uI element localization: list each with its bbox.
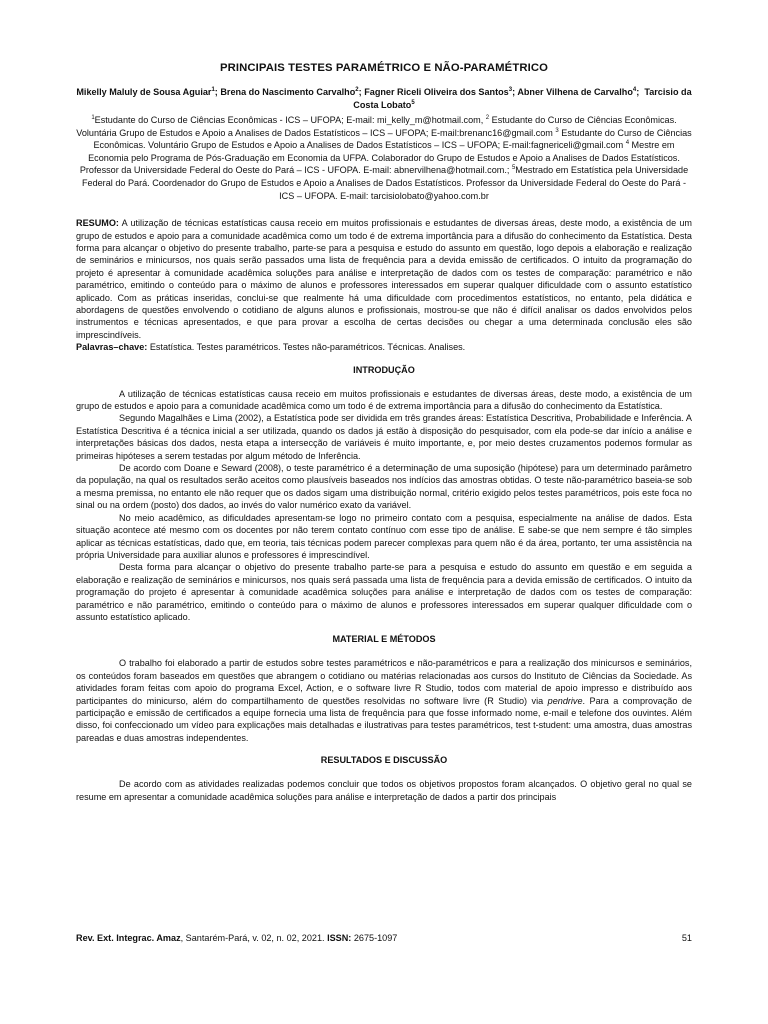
footer-issn: 2675-1097 — [351, 933, 398, 943]
author-name: Tarcisio da Costa Lobato — [353, 87, 692, 110]
footer-details: , Santarém-Pará, v. 02, n. 02, 2021. — [180, 933, 328, 943]
results-paragraph: De acordo com as atividades realizadas podemos concluir que todos os objetivos propostos foram alcançados. O objetivo geral no qual se resume em apresentar a comunidade acadêmica soluções para análise e interpretação de dados a partir dos principais — [76, 779, 692, 802]
author-name: Fagner Riceli Oliveira dos Santos — [364, 87, 509, 97]
intro-paragraph: A utilização de técnicas estatísticas causa receio em muitos profissionais e estudantes de diversas áreas, deste modo, a existência de um grupo de estudos e apoio para a comunidade acadêmica como um todo é de extrema importância para a difusão do conhecimento da Estatística. — [76, 388, 692, 412]
methods-paragraph — [76, 657, 692, 744]
author-sup: 4 — [632, 86, 637, 93]
paper-title: PRINCIPAIS TESTES PARAMÉTRICO E NÃO-PARAMÉTRICO — [220, 62, 548, 74]
author-sep: ; — [512, 87, 518, 97]
affiliation-text: Mestre em Economia pelo Programa de Pós-Graduação em Economia da UFPA. Colaborador do Grupo de Estudos e Apoio a Analises de Dados Estatísticos. Professor da Universidade Federal do Oeste do Pará – ICS - UFOPA. E-mail: abnervilhena@hotmail.com.; — [79, 140, 680, 176]
author-sep: ; — [358, 87, 365, 97]
keywords-text: Estatística. Testes paramétricos. Testes não-paramétricos. Técnicas. Analises. — [147, 342, 466, 353]
intro-paragraph: Desta forma para alcançar o objetivo do presente trabalho parte-se para a pesquisa e estudo do assunto em questão e em seguida a elaboração e realização de seminários e minicursos, nos quais será passada uma lista de frequência para a devida emissão de certificados. O intuito da programação do projeto é apresentar à comunidade acadêmica soluções para análise e interpretação de dados com os testes de comparação: paramétrico e não paramétrico, emitindo o conteúdo para o máximo de alunos e professores interessados em superar qualquer dificuldade com o assunto estatístico aplicado. — [76, 562, 692, 622]
methods-text: O trabalho foi elaborado a partir de estudos sobre testes paramétricos e não-paramétricos e para a realização dos minicursos e seminários, os conteúdos foram baseados em questões que abrangem o cotidiano ou matérias relacionadas aos cursos do Instituto de Ciências da Sociedade. As atividades foram feitas com apoio do programa Excel, Action, e o software livre R Studio, todos com material de apoio impresso e distribuído aos participantes do minicurso, além do compartilhamento de questões resolvidas no software livre (R Studio) via — [76, 658, 692, 706]
section-heading-intro: INTRODUÇÃO — [353, 364, 415, 375]
abstract-label: RESUMO: — [76, 218, 119, 229]
page-number: 51 — [681, 933, 692, 943]
methods-italic-term: pendrive — [547, 695, 583, 706]
author-sep: ; — [214, 87, 221, 97]
paper-page — [76, 62, 692, 803]
keywords-label: Palavras–chave: — [76, 342, 148, 353]
affiliation-text: Estudante do Curso de Ciências Econômicas. Voluntária Grupo de Estudos e Apoio a Analises de Dados Estatísticos – ICS – UFOPA; E-mail:brenanc16@gmail.com — [76, 115, 677, 138]
affil-sup: 4 — [625, 140, 630, 147]
footer-issn-label: ISSN: — [327, 933, 352, 943]
author-sup: 1 — [211, 86, 215, 93]
abstract — [76, 217, 692, 353]
affil-sup: 2 — [485, 114, 490, 121]
affil-sup: 3 — [555, 127, 559, 134]
author-sup: 3 — [508, 86, 513, 93]
author-sup: 5 — [411, 99, 415, 106]
page-footer — [76, 933, 692, 943]
author-name: Mikelly Maluly de Sousa Aguiar — [76, 87, 212, 97]
methods-text: . Para a comprovação de participação e emissão de certificados a equipe fornecia uma lista de frequência para que fosse informado nome, e-mail e telefone dos ouvintes. Além disso, foi confeccionado um vídeo para explicações mais detalhadas e ilustrativas para testes paramétricos, test t-student: uma amostra, duas amostras pareadas e duas amostras independentes. — [76, 695, 692, 743]
author-sup: 2 — [355, 86, 359, 93]
affiliations — [76, 114, 692, 202]
section-heading-methods: MATERIAL E MÉTODOS — [332, 634, 436, 645]
intro-paragraph: De acordo com Doane e Seward (2008), o teste paramétrico é a determinação de uma suposição (hipótese) para um determinado parâmetro da população, na qual os resultados serão aceitos como plausíveis baseados nos indícios das amostras obtidas. O teste não-paramétrico baseia-se sob a mesma premissa, no entanto ele não requer que os dados sigam uma distribuição normal, critério exigido pelos testes paramétricos, pois este foca no sinal ou na ordem (posto) dos dados, ao invés do valor numérico exato da variável. — [76, 463, 692, 511]
affiliation-text: Estudante do Curso de Ciências Econômicas - ICS – UFOPA; E-mail: mi_kelly_m@hotmail.com, — [94, 115, 486, 125]
affil-sup: 1 — [91, 114, 95, 121]
section-heading-results: RESULTADOS E DISCUSSÃO — [320, 755, 448, 766]
affiliation-text: Mestrado em Estatística pela Universidade Federal do Pará. Coordenador do Grupo de Estudos e Apoio a Analises de Dados Estatísticos. Professor da Universidade Federal do Oeste do Pará - ICS – UFOPA. E-mail: tarcisiolobato@yahoo.com.br — [81, 165, 689, 201]
affiliation-text: Estudante do Curso de Ciências Econômicas. Voluntário Grupo de Estudos e Apoio a Analises de Dados Estatísticos – ICS – UFOPA; E-mail:fagnericeli@gmail.com — [93, 127, 692, 151]
author-sep: ; — [636, 87, 645, 97]
author-name: Abner Vilhena de Carvalho — [517, 87, 633, 97]
intro-paragraph: Segundo Magalhães e Lima (2002), a Estatística pode ser dividida em três grandes áreas: Estatística Descritiva, Probabilidade e Inferência. A Estatística Descritiva é a técnica inicial a ser utilizada, quando os dados já estão à disposição do pesquisador, com ela pode-se dar início a análise e interpretações básicas dos dados, nesta etapa a intersecção de variáveis é muito importante, e, por meio destes cruzamentos podemos formular as primeiras hipóteses a serem testadas por algum método de Inferência. — [76, 413, 692, 461]
affil-sup: 5 — [511, 165, 516, 172]
intro-paragraph: No meio acadêmico, as dificuldades apresentam-se logo no primeiro contato com a pesquisa, especialmente na análise de dados. Esta situação acontece até mesmo com os docentes por não terem contato contínuo com esse tipo de análise. E sabe-se que nem sempre é tão simples aplicar as técnicas estatísticas, dado que, em teoria, tais técnicas podem parecer complexas para quem não é da área, portanto, ter uma assistência na própria Universidade para auxiliar alunos e professores é imprescindível. — [76, 512, 692, 560]
author-name: Brena do Nascimento Carvalho — [220, 87, 356, 97]
author-list — [76, 86, 692, 111]
footer-journal: Rev. Ext. Integrac. Amaz — [76, 933, 181, 943]
abstract-text: A utilização de técnicas estatísticas causa receio em muitos profissionais e estudantes de diversas áreas, deste modo, a existência de um grupo de estudos e apoio para a comunidade acadêmica como um todo é de extrema importância para a difusão do conhecimento da Estatística. Desta forma para alcançar o objetivo do presente trabalho, parte-se para a pesquisa e estudo do assunto em questão, logo depois a elaboração e realização de seminários e minicursos, nos quais serão passados uma lista de frequência para a devida emissão de certificados. O intuito da programação do projeto é apresentar à comunidade acadêmica soluções para análise e interpretação de dados com os testes de comparação: paramétrico e não paramétrico, emitindo o conteúdo para o máximo de alunos e professores interessados em superar qualquer dificuldade com o assunto estatístico aplicado. Com as práticas inseridas, conclui-se que realmente há uma dificuldade com procedimentos estatísticos, no entanto, pela didática e abordagens de questões envolvendo o cotidiano de alguns alunos e profissionais, mostrou-se que não é difícil analisar os dados envolvidos pelos instrumentos e técnicas apresentados, e que para provar a escolha de certas decisões ou chegar a uma determinada conclusão eles são imprescindíveis. — [76, 218, 692, 340]
